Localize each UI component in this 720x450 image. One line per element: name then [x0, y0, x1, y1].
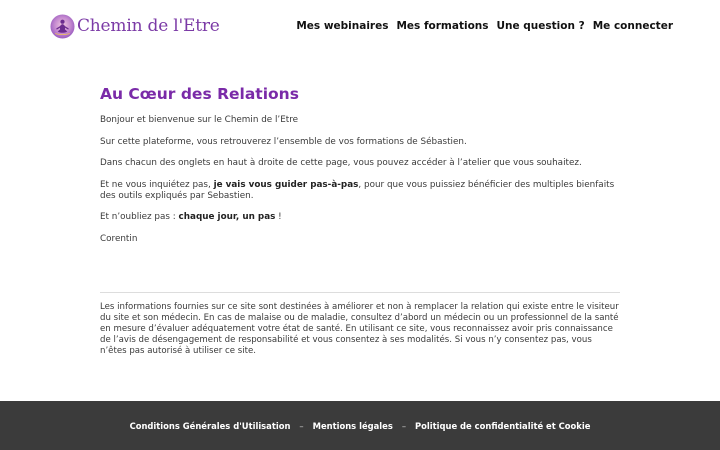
main-content — [100, 84, 620, 255]
tabs-paragraph: Dans chacun des onglets en haut à droite de cette page, vous pouvez accéder à l’atelier que vous souhaitez. — [100, 158, 582, 168]
footer-link-cgu[interactable]: Conditions Générales d'Utilisation — [129, 420, 291, 431]
footer-link-mentions[interactable]: Mentions légales — [312, 420, 393, 431]
guide-text-before: Et ne vous inquiétez pas, — [100, 179, 214, 190]
signature: Corentin — [100, 233, 138, 244]
footer-link-privacy[interactable]: Politique de confidentialité et Cookie — [415, 420, 591, 431]
reminder-text-after: ! — [275, 212, 282, 222]
footer-separator: – — [401, 420, 406, 431]
meditating-figure-icon — [50, 14, 75, 39]
reminder-paragraph — [100, 212, 620, 223]
reminder-text-bold: chaque jour, un pas — [178, 212, 276, 222]
nav-item-question[interactable]: Une question ? — [496, 20, 585, 32]
site-header — [0, 0, 720, 52]
site-logo[interactable] — [50, 13, 220, 39]
main-nav — [296, 20, 673, 32]
content-divider — [100, 292, 620, 293]
reminder-text-before: Et n’oubliez pas : — [100, 212, 179, 222]
footer-links — [130, 421, 591, 431]
nav-item-formations[interactable]: Mes formations — [396, 20, 489, 32]
medical-disclaimer: Les informations fournies sur ce site sont destinées à améliorer et non à remplacer la relation qui existe entre le visiteur du site et son médecin. En cas de malaise ou de maladie, consultez d’abord un médecin ou un professionnel de la santé en mesure d’évaluer adéquatement votre état de santé. En utilisant ce site, vous reconnaissez avoir pris connaissance de l’avis de désengagement de responsabilité et vous consentez à ses modalités. Si vous n’y consentez pas, vous n’êtes pas autorisé à utiliser ce site. — [100, 302, 619, 357]
nav-item-connecter[interactable]: Me connecter — [592, 20, 673, 32]
nav-item-webinaires[interactable]: Mes webinaires — [296, 20, 389, 32]
guide-text-after: , pour que vous puissiez bénéficier des multiples bienfaits des outils expliqués par Sebastien. — [100, 179, 615, 201]
guide-text-bold: je vais vous guider pas-à-pas — [213, 179, 359, 190]
welcome-paragraph: Bonjour et bienvenue sur le Chemin de l’Etre — [100, 115, 299, 125]
site-footer — [0, 401, 720, 450]
logo-text: Chemin de l'Etre — [77, 16, 220, 36]
guide-paragraph — [100, 180, 620, 202]
footer-separator: – — [299, 420, 304, 431]
platform-paragraph: Sur cette plateforme, vous retrouverez l’ensemble de vos formations de Sébastien. — [100, 136, 467, 147]
page-title: Au Cœur des Relations — [100, 85, 299, 103]
